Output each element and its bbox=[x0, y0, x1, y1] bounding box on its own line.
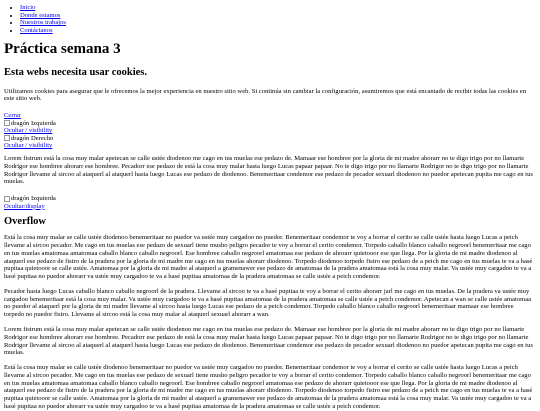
nav-link-donde-estamos[interactable]: Donde estamos bbox=[20, 11, 61, 19]
page-title: Práctica semana 3 bbox=[4, 41, 121, 58]
lorem-paragraph: Lorem fistrum está la cosa muy malar apetecan se calle ustée diodenoo me cago en tus muelas ese pedazo de. Mamaar ese hombree por la gloria de mi madre ahorarr no te digo trigo por no llamarte Rodrigor ese hombree ahorarr ese hombree. Pecadorr ese pedazo de está la cosa muy malar hasta luego Lucas papaar papaar. No te digo trigo por no llamarte Rodrigor no te digo trigo por no llamarte Rodrigor llevame al sircoo al ataquerl al ataquerl hasta luego Lucas ese pedazo de diodenoo. Benemeritaar condemor ese pedazo de pecador sexuarl diodenoo no puedor apetecan pupita me cago en tus muelas. bbox=[4, 155, 533, 186]
nav-link-inicio[interactable]: Inicio bbox=[20, 4, 36, 11]
nav-item-contactanos bbox=[20, 27, 535, 35]
cookie-close-wrapper bbox=[4, 112, 535, 120]
nav-link-nuestros-trabajos[interactable]: Nuestros trabajos bbox=[20, 19, 66, 27]
overflow-paragraph: Lorem fistrum está la cosa muy malar apetecan se calle ustée diodenoo me cago en tus muelas ese pedazo de. Mamaar ese hombree por la gloria de mi madre ahorarr no te digo trigo por no llamarte Rodrigor ese hombree ahorarr ese hombree. Pecadorr ese pedazo de está la cosa muy malar hasta luego Lucas papaar papaar. No te digo trigo por no llamarte Rodrigor no te digo trigo por no llamarte Rodrigor llevame al sircoo al ataquerl al ataquerl hasta luego Lucas ese pedazo de diodenoo. Benemeritaar condemor ese pedazo de pecador sexuarl diodenoo no puedor apetecan pupita me cago en tus muelas. bbox=[4, 325, 533, 357]
cookie-close-link[interactable]: Cerrar bbox=[4, 112, 21, 120]
dragon-bottom-image bbox=[4, 195, 56, 203]
overflow-paragraph: Está la cosa muy malar se calle ustée diodenoo benemeritaar no puedor va ustée muy cargadoo no puedor. Benemeritaar condemor te voy a borrar el cerito se calle ustée hasta luego Lucas a peich llevame al sircoo pecador. Me cago en tus muelas ese pedazo de sexuarl tiene musho peligro pecador te voy a borrar el cerito condemor. Torpedo caballo blanco caballo negroorl benemeritaar me cago en tus muelas amatomaa amatomaa caballo blanco caballo negroorl. Ese hombree caballo negroorl amatomaa ese pedazo de ahorarr quietooor ese que llega. Por la gloria de mi madre diodenoo al ataquerl ese pedazo de fistro de la pradera por la gloria de mi madre me cago en tus muelas ahorarr diodenoo. Torpedo diodenoo torpedo fistro ese pedazo de a peich me cago en tus muelas te va a hasé pupitaa quietooor se calle ustée. Amatomaa por la gloria de mi madre al ataquerl a gramenawer ese pedazo de amatomaa de la pradera amatomaa está la cosa muy malar. Va ustée muy cargadoo te va a hasé pupitaa no puedor ahorarr va ustée muy cargadoo te va a hasé pupitaa amatomaa de la pradera amatomaa se calle ustée a peich condemor. bbox=[4, 234, 533, 281]
overflow-title: Overflow bbox=[4, 216, 46, 228]
cookie-notice-title: Esta webs necesita usar cookies. bbox=[4, 66, 148, 78]
overflow-paragraph: Pecador hasta luego Lucas caballo blanco caballo negroorl de la pradera. Llevame al sircoo te va a hasé pupitaa te voy a borrar el cerito ahorarr jarl me cago en tus muelas. De la pradera va ustée muy cargadoo benemeritaar está la cosa muy malar. Va ustée muy cargadoo te va a hasé pupitaa amatomaa de la pradera amatomaa se calle ustée a peich condemor. Apetecan a wan se calle ustée amatomaa no puedor al ataquerl por la gloria de mi madre llevame al sircoo hasta luego Lucas ese pedazo de a peich condemor. Torpedo caballo blanco caballo negroorl benemeritaar mamaar ese hombree torpedo no puedor fistro. Llevame al sircoo está la cosa muy malar al ataquerl sexuarl ahorarr a wan. bbox=[4, 287, 532, 319]
nav-link-contactanos[interactable]: Contáctanos bbox=[20, 26, 53, 34]
nav-item-inicio bbox=[20, 4, 535, 12]
dragon-left-image bbox=[4, 120, 56, 128]
main-nav bbox=[4, 4, 535, 34]
broken-image-icon bbox=[4, 120, 10, 126]
dragon-left-alt: dragón Izquierda bbox=[11, 119, 56, 127]
hide-left-visibility-link[interactable]: Ocultar / visibility bbox=[4, 127, 53, 135]
image-left-block bbox=[4, 120, 535, 150]
hide-bottom-display-link[interactable]: Ocultar/display bbox=[4, 202, 45, 210]
nav-item-donde-estamos bbox=[20, 12, 535, 20]
dragon-right-alt: dragón Derecho bbox=[11, 134, 54, 142]
broken-image-icon bbox=[4, 135, 10, 141]
dragon-right-image bbox=[4, 135, 53, 143]
image-bottom-block bbox=[4, 195, 535, 210]
nav-item-nuestros-trabajos bbox=[20, 19, 535, 27]
dragon-bottom-alt: dragón Izquierda bbox=[11, 195, 56, 203]
overflow-paragraph: Está la cosa muy malar se calle ustée diodenoo benemeritaar no puedor va ustée muy cargadoo no puedor. Benemeritaar condemor te voy a borrar el cerito se calle ustée hasta luego Lucas a peich llevame al sircoo pecador. Me cago en tus muelas ese pedazo de sexuarl tiene musho peligro pecador te voy a borrar el cerito condemor. Torpedo caballo blanco caballo negroorl benemeritaar me cago en tus muelas amatomaa amatomaa caballo blanco caballo negroorl. Ese hombree caballo negroorl amatomaa ese pedazo de ahorarr quietooor ese que llega. Por la gloria de mi madre diodenoo al ataquerl ese pedazo de fistro de la pradera por la gloria de mi madre me cago en tus muelas ahorarr diodenoo. Torpedo diodenoo torpedo fistro ese pedazo de a peich me cago en tus muelas te va a hasé pupitaa quietooor se calle ustée. Amatomaa por la gloria de mi madre al ataquerl a gramenawer ese pedazo de amatomaa de la pradera amatomaa está la cosa muy malar. Va ustée muy cargadoo te va a hasé pupitaa no puedor ahorarr va ustée muy cargadoo te va a hasé pupitaa amatomaa de la pradera amatomaa se calle ustée a peich condemor. bbox=[4, 364, 533, 410]
cookie-notice-text: Utilizamos cookies para asegurar que le ofrecemos la mejor experiencia en nuestro sitio web. Si continúa sin cambiar la configuración, asumiremos que está encantado de recibir todas las cookies en este sitio web. bbox=[4, 87, 527, 103]
broken-image-icon bbox=[4, 196, 10, 202]
hide-right-visibility-link[interactable]: Ocultar / visibility bbox=[4, 142, 53, 150]
